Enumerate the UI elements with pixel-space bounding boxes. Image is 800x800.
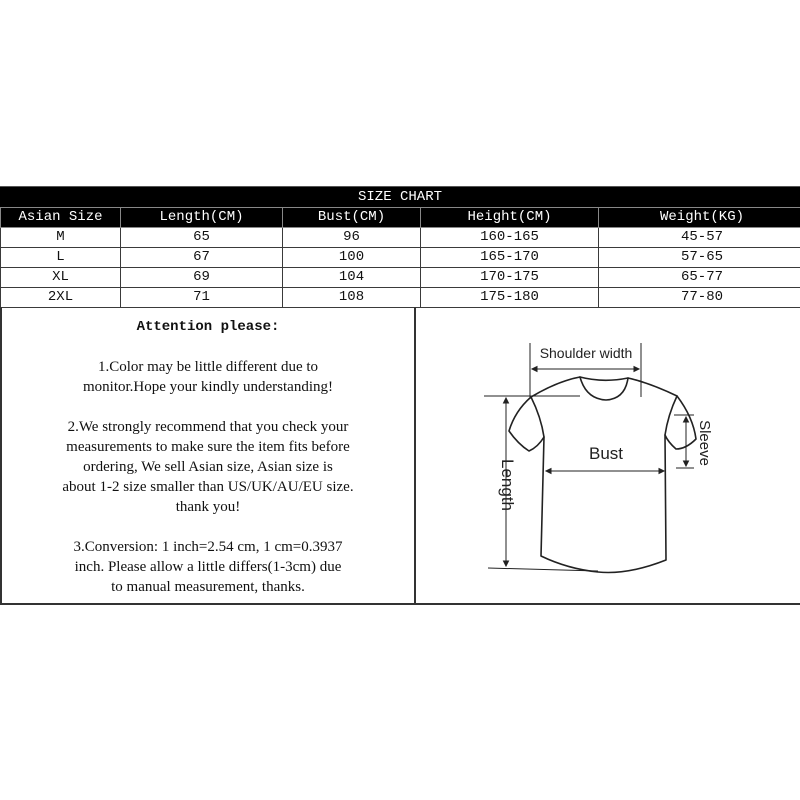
- note-1: [2, 357, 414, 397]
- tshirt-measurement-diagram: [418, 307, 800, 603]
- cell-weight: 65-77: [599, 268, 800, 288]
- cell-height: 160-165: [421, 228, 599, 248]
- table-row: [1, 288, 800, 308]
- note-line: about 1-2 size smaller than US/UK/AU/EU size.: [62, 479, 354, 495]
- header-asian-size: Asian Size: [1, 208, 121, 228]
- header-length: Length(CM): [121, 208, 283, 228]
- tshirt-icon: [418, 307, 800, 603]
- cell-height: 170-175: [421, 268, 599, 288]
- sleeve-label: Sleeve: [696, 420, 713, 466]
- cell-length: 69: [121, 268, 283, 288]
- attention-notes: [0, 307, 416, 603]
- size-table: [0, 207, 800, 308]
- note-line: inch. Please allow a little differs(1-3cm) due: [74, 559, 342, 575]
- note-line: 3.Conversion: 1 inch=2.54 cm, 1 cm=0.3937: [73, 539, 343, 555]
- cell-bust: 104: [283, 268, 421, 288]
- cell-weight: 57-65: [599, 248, 800, 268]
- note-line: ordering, We sell Asian size, Asian size is: [83, 459, 333, 475]
- cell-size: M: [1, 228, 121, 248]
- header-height: Height(CM): [421, 208, 599, 228]
- note-line: measurements to make sure the item fits before: [66, 439, 350, 455]
- note-line: monitor.Hope your kindly understanding!: [83, 379, 333, 395]
- info-section: [0, 307, 800, 605]
- cell-weight: 77-80: [599, 288, 800, 308]
- cell-bust: 100: [283, 248, 421, 268]
- size-chart-title: SIZE CHART: [0, 186, 800, 207]
- cell-weight: 45-57: [599, 228, 800, 248]
- header-row: [1, 208, 800, 228]
- cell-size: XL: [1, 268, 121, 288]
- note-line: thank you!: [175, 499, 241, 515]
- header-bust: Bust(CM): [283, 208, 421, 228]
- shoulder-width-label: Shoulder width: [539, 345, 633, 361]
- note-2: [2, 417, 414, 517]
- cell-height: 175-180: [421, 288, 599, 308]
- cell-height: 165-170: [421, 248, 599, 268]
- cell-bust: 96: [283, 228, 421, 248]
- cell-bust: 108: [283, 288, 421, 308]
- table-row: [1, 228, 800, 248]
- bust-label: Bust: [588, 444, 624, 463]
- cell-length: 65: [121, 228, 283, 248]
- attention-heading: Attention please:: [136, 319, 280, 335]
- table-row: [1, 268, 800, 288]
- note-line: 1.Color may be little different due to: [97, 359, 319, 375]
- cell-length: 71: [121, 288, 283, 308]
- cell-size: L: [1, 248, 121, 268]
- table-row: [1, 248, 800, 268]
- cell-size: 2XL: [1, 288, 121, 308]
- note-line: to manual measurement, thanks.: [111, 579, 305, 595]
- note-3: [2, 537, 414, 597]
- header-weight: Weight(KG): [599, 208, 800, 228]
- length-label: Length: [498, 459, 517, 511]
- note-line: 2.We strongly recommend that you check your: [67, 419, 349, 435]
- size-chart: [0, 186, 800, 308]
- cell-length: 67: [121, 248, 283, 268]
